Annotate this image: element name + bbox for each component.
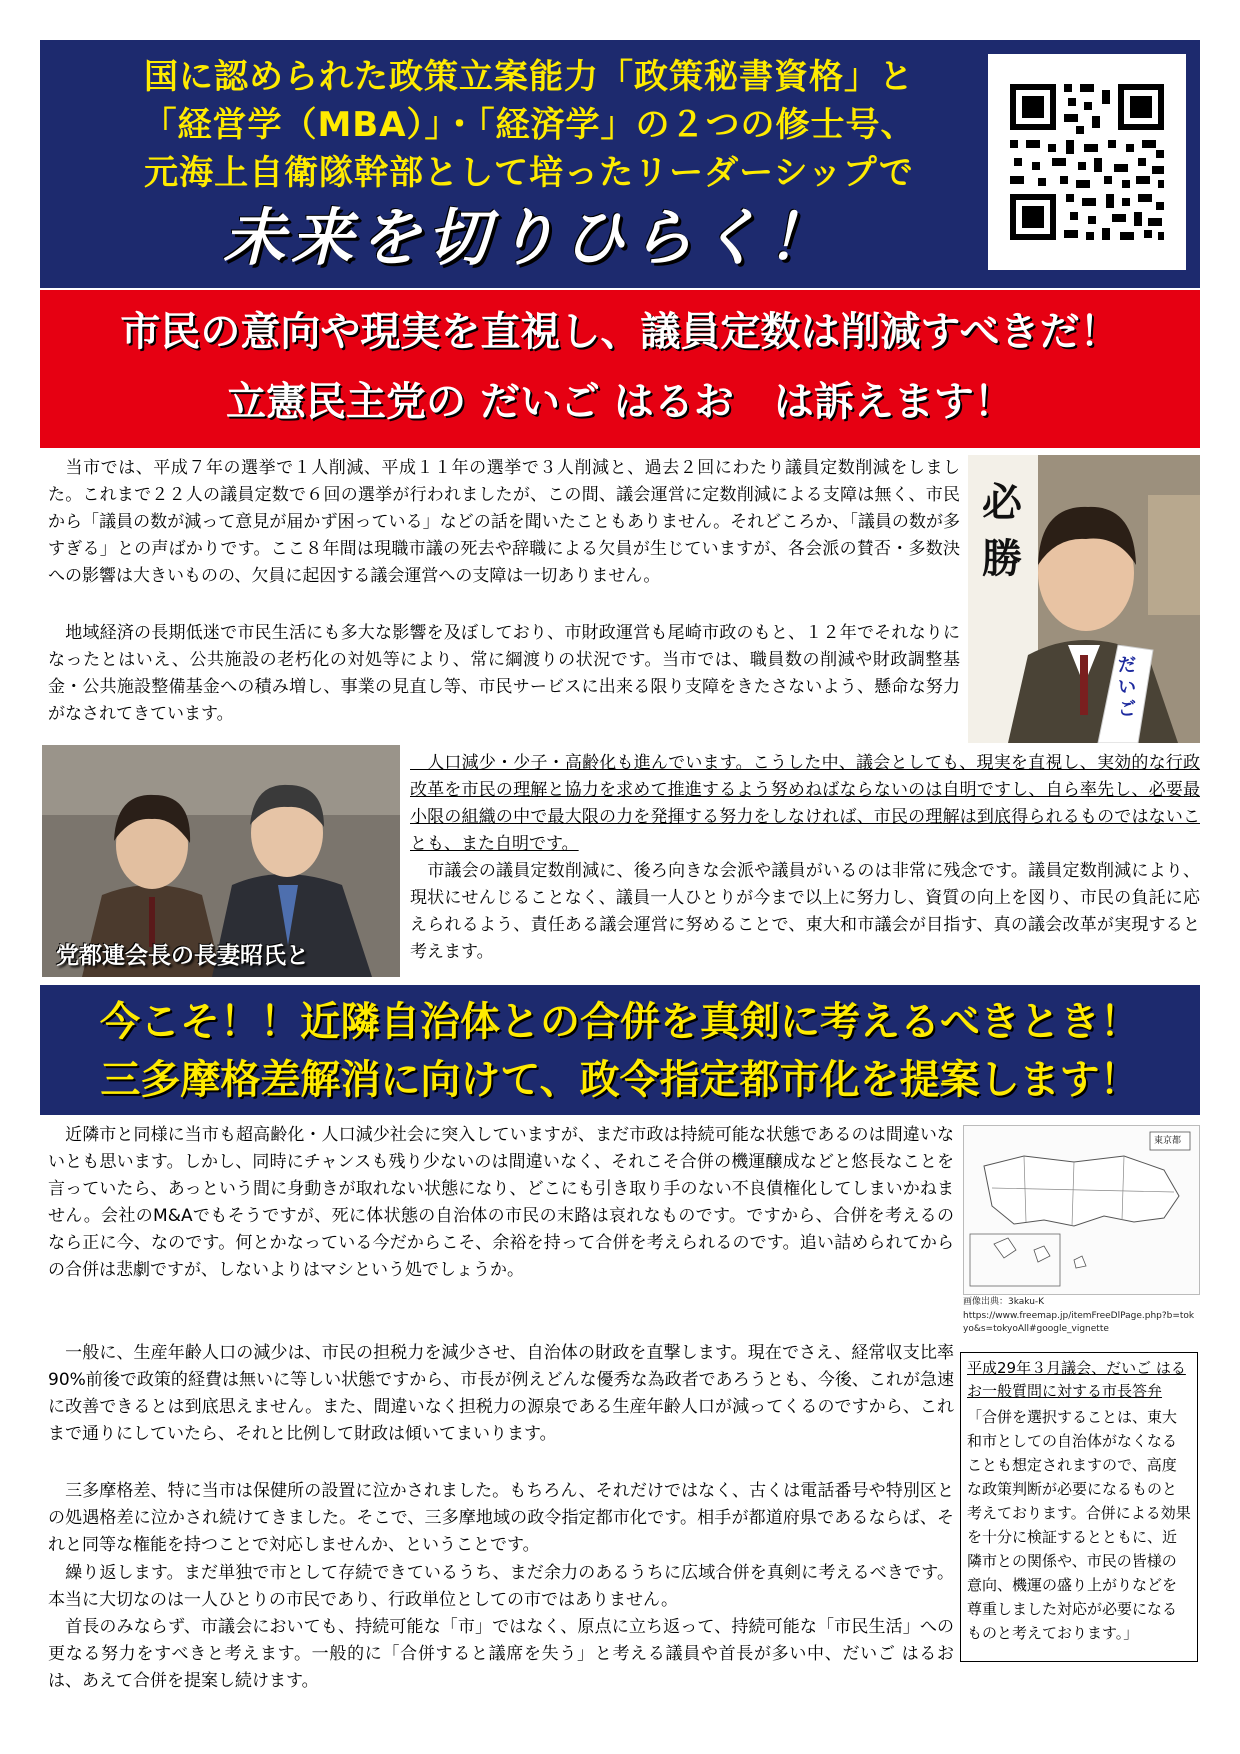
meeting-photo: [42, 745, 400, 977]
section1-paragraph-2: 地域経済の長期低迷で市民生活にも多大な影響を及ぼしており、市財政運営も尾崎市政のもと、１２年でそれなりになったとはいえ、公共施設の老朽化の対処等により、常に綱渡りの状況です。当市では、職員数の削減や財政調整基金・公共施設整備基金への積み増し、事業の見直し等、市民サービスに出来る限り支障をきたさないよう、懸命な努力がなされてきています。: [48, 623, 960, 724]
top-banner: [40, 40, 1200, 288]
section1-paragraph-4: 市議会の議員定数削減に、後ろ向きな会派や議員がいるのは非常に残念です。議員定数削減により、現状にせんじることなく、議員一人ひとりが今まで以上に努力し、資質の向上を図り、市民の負託に応えられるよう、責任ある議会運営に努めることで、東大和市議会が目指す、真の議会改革が実現すると考えます。: [410, 861, 1200, 962]
header-line-3: 元海上自衛隊幹部として培ったリーダーシップで: [144, 153, 914, 193]
mayor-answer-box: [960, 1352, 1198, 1662]
section1-paragraph-3: [410, 750, 1200, 858]
map-credit-2[interactable]: https://www.freemap.jp/itemFreeDlPage.php?b=tok: [963, 1311, 1195, 1321]
section2-paragraph-1: 近隣市と同様に当市も超高齢化・人口減少社会に突入していますが、まだ市政は持続可能な状態であるのは間違いないとも思います。しかし、同時にチャンスも残り少ないのは間違いなく、それこそ合併の機運醸成などと悠長なことを言っていたら、あっという間に身動きが取れない状態になり、どこにも引き取り手のない不良債権化してしまいかねません。会社のM&Aでもそうですが、死に体状態の自治体の市民の末路は哀れなものです。ですから、合併を考えるのなら正に今、なのです。何とかなっている今だからこそ、余裕を持って合併を考えられるのです。追い詰められてからの合併は悲劇ですが、しないよりはマシという処でしょうか。: [48, 1125, 955, 1280]
headline-2: [40, 985, 1200, 1115]
mayor-answer-title: 平成29年３月議会、だいご はるお一般質問に対する市長答弁: [967, 1359, 1186, 1400]
section1-paragraph-1: 当市では、平成７年の選挙で１人削減、平成１１年の選挙で３人削減と、過去２回にわたり議員定数削減をしました。これまで２２人の議員定数で６回の選挙が行われましたが、この間、議会運営に定数削減による支障は無く、市民から「議員の数が減って意見が届かず困っている」などの話を聞いたこともありません。それどころか、「議員の数が多すぎる」との声ばかりです。ここ８年間は現職市議の死去や辞職による欠員が生じていますが、各会派の賛否・多数決への影響は大きいものの、欠員に起因する議会運営への支障は一切ありません。: [48, 458, 960, 586]
map-credit-3: yo&s=tokyoAll#google_vignette: [963, 1324, 1109, 1334]
header-line-2: 「経営学（MBA）」・「経済学」の２つの修士号、: [142, 105, 916, 145]
meeting-photo-caption: 党都連会長の長妻昭氏と: [56, 943, 309, 969]
section2-paragraph-5: 首長のみならず、市議会においても、持続可能な「市」ではなく、原点に立ち返って、持続可能な「市民生活」への更なる努力をすべきと考えます。一般的に「合併すると議席を失う」と考える議員や首長が多い中、だいご はるお は、あえて合併を提案し続けます。: [48, 1617, 954, 1691]
headline-1: [40, 290, 1200, 448]
header-line-1: 国に認められた政策立案能力「政策秘書資格」と: [144, 57, 914, 97]
headline-1-line-2: 立憲民主党の だいご はるお は訴えます！: [226, 379, 1014, 425]
tokyo-map: [963, 1125, 1200, 1295]
qr-code-icon[interactable]: [988, 54, 1186, 270]
sash-text-daigo: だいご: [1118, 655, 1136, 720]
candidate-photo: [968, 455, 1200, 743]
headline-2-line-1: 今こそ！！近隣自治体との合併を真剣に考えるべきとき！: [100, 999, 1140, 1045]
headline-2-line-2: 三多摩格差解消に向けて、政令指定都市化を提案します！: [100, 1057, 1140, 1103]
map-label: 東京都: [1154, 1136, 1182, 1146]
map-credit-1: 画像出典：3kaku-K: [963, 1297, 1045, 1307]
headline-1-line-1: 市民の意向や現実を直視し、議員定数は削減すべきだ！: [120, 309, 1120, 355]
mayor-answer-body: 「合併を選択することは、東大和市としての自治体がなくなることも想定されますので、高度な政策判断が必要になるものと考えております。合併による効果を十分に検証するとともに、近隣市との関係や、市民の皆様の意向、機運の盛り上がりなどを尊重しました対応が必要になるものと考えております。」: [967, 1408, 1191, 1642]
section1-paragraph-3-text: 人口減少・少子・高齢化も進んでいます。こうした中、議会としても、現実を直視し、実効的な行政改革を市民の理解と協力を求めて推進するよう努めねばならないのは自明ですし、自ら率先し、必要最小限の組織の中で最大限の力を発揮する努力をしなければ、市民の理解は到底得られるものではないことも、また自明です。: [410, 753, 1200, 854]
section2-paragraph-3: 三多摩格差、特に当市は保健所の設置に泣かされました。もちろん、それだけではなく、古くは電話番号や特別区との処遇格差に泣かされ続けてきました。そこで、三多摩地域の政令指定都市化です。相手が都道府県であるならば、それと同等な権能を持つことで対応しませんか、ということです。: [48, 1481, 954, 1555]
section2-paragraph-2: 一般に、生産年齢人口の減少は、市民の担税力を減少させ、自治体の財政を直撃します。現在でさえ、経常収支比率 90%前後で政策的経費は無いに等しい状態ですから、市長が例えどんな優秀な為政者であろうとも、今後、これが急速に改善できるとは到底思えません。また、間違いなく担税力の源泉である生産年齢人口が減ってくるのですから、これまで通りにしていたら、それと比例して財政は傾いてまいります。: [48, 1343, 954, 1444]
section2-paragraph-4: 繰り返します。まだ単独で市として存続できているうち、まだ余力のあるうちに広域合併を真剣に考えるべきです。本当に大切なのは一人ひとりの市民であり、行政単位としての市ではありません。: [48, 1563, 954, 1610]
slogan: 未来を切りひらく！: [222, 201, 835, 274]
sash-text-hissho: 必勝: [982, 480, 1022, 582]
